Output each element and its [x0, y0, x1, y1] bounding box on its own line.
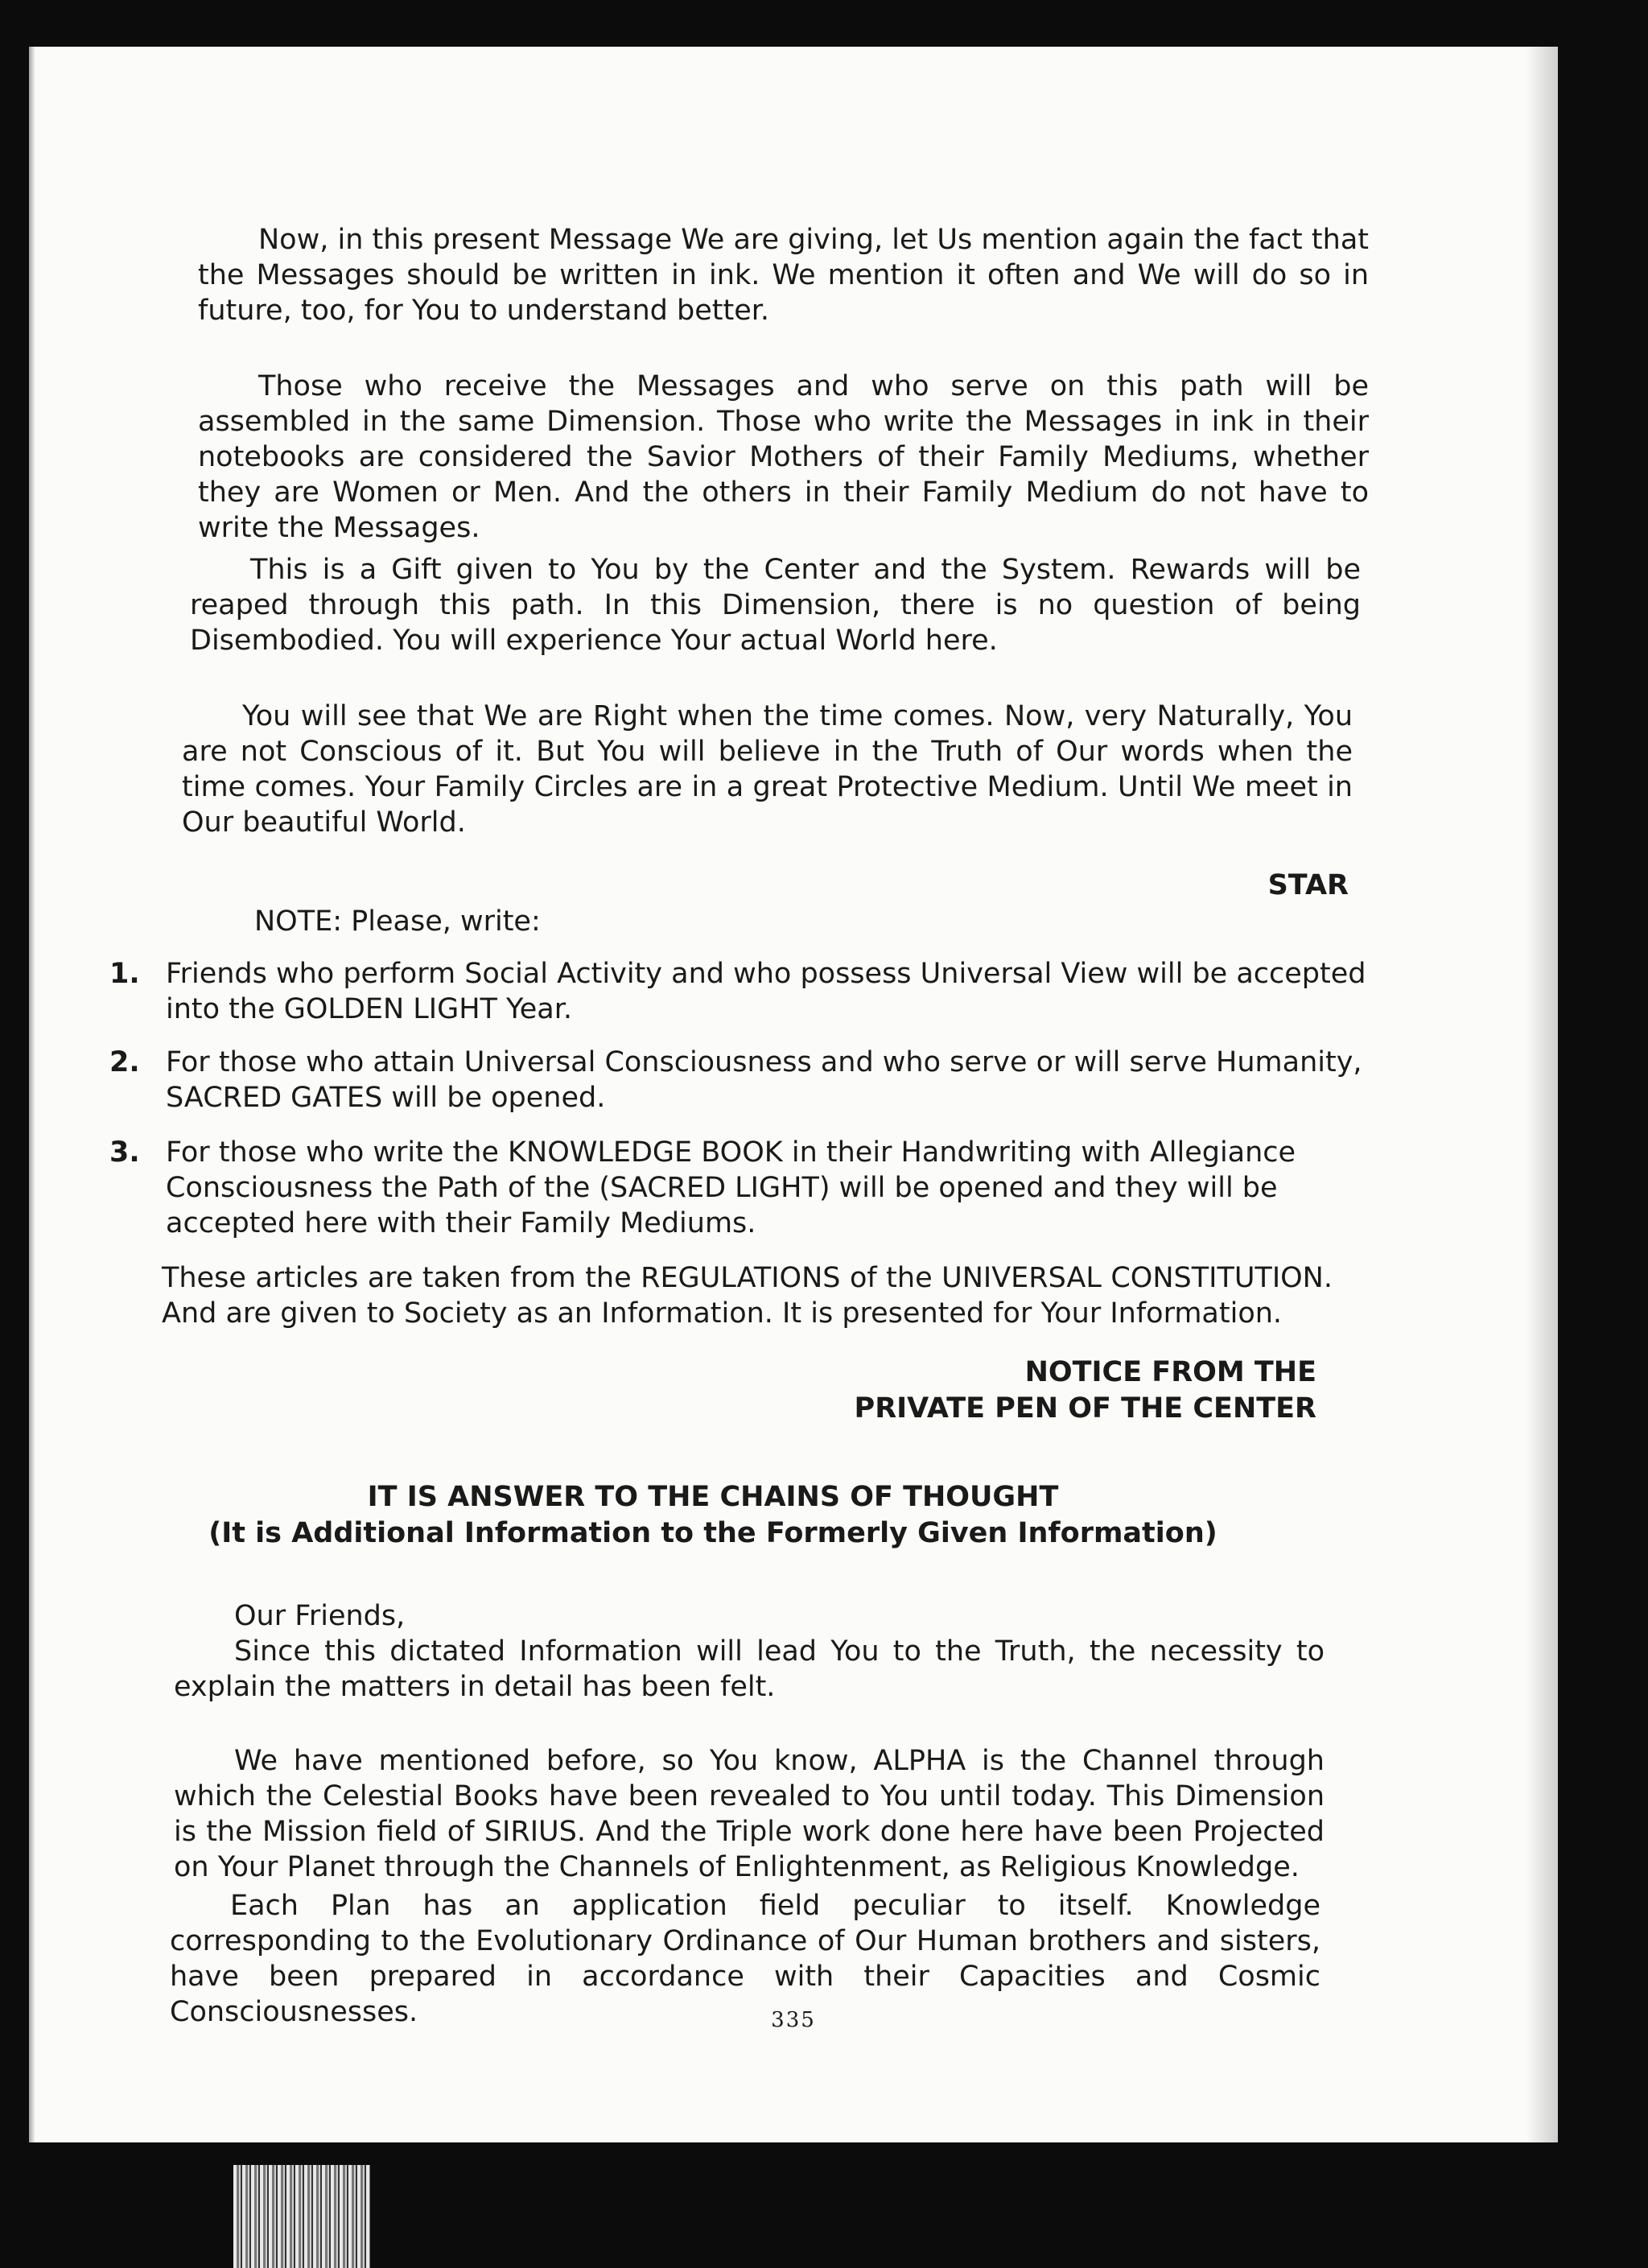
list-number: 1.	[109, 958, 140, 990]
notice-heading-line1: NOTICE FROM THE	[1024, 1356, 1316, 1388]
section-heading: IT IS ANSWER TO THE CHAINS OF THOUGHT	[367, 1481, 1059, 1513]
paragraph-each-plan: Each Plan has an application field peculiar to itself. Knowledge corresponding to the Evolutionary Ordinance of Our Human brothers and sisters, have been prepared in accordance with their Capacities and Cosmic Consciousnesses.	[170, 1890, 1320, 2028]
paragraph-truth: Since this dictated Information will lead You to the Truth, the necessity to explain the matters in detail has been felt.	[174, 1635, 1325, 1703]
list-item	[109, 956, 1373, 1027]
paragraph-right-time: You will see that We are Right when the time comes. Now, very Naturally, You are not Conscious of it. But You will believe in the Truth of Our words when the time comes. Your Family Circles are in a great Protective Medium. Until We meet in Our beautiful World.	[182, 700, 1353, 839]
page-text	[29, 47, 1558, 2142]
paragraph-ink-messages: Now, in this present Message We are giving, let Us mention again the fact that the Messages should be written in ink. We mention it often and We will do so in future, too, for You to understand better.	[198, 224, 1369, 327]
scan-binding-mark	[233, 2165, 370, 2268]
note-label: NOTE: Please, write:	[254, 905, 541, 938]
paragraph-regulations: These articles are taken from the REGULATIONS of the UNIVERSAL CONSTITUTION. And are given to Society as an Information. It is presented for Your Information.	[162, 1262, 1333, 1330]
list-item	[109, 1135, 1373, 1241]
signature-star: STAR	[1267, 869, 1349, 901]
paragraph-same-dimension: Those who receive the Messages and who serve on this path will be assembled in the same Dimension. Those who write the Messages in ink in their notebooks are considered the Savior Mothers of their Family Mediums, whether they are Women or Men. And the others in their Family Medium do not have to write the Messages.	[198, 370, 1369, 544]
list-text: For those who attain Universal Consciousness and who serve or will serve Humanity, SACRED GATES will be opened.	[166, 1046, 1362, 1114]
paragraph-gift: This is a Gift given to You by the Center and the System. Rewards will be reaped through this path. In this Dimension, there is no question of being Disembodied. You will experience Your actual World here.	[190, 554, 1361, 657]
document-page	[29, 47, 1558, 2142]
paragraph-alpha: We have mentioned before, so You know, ALPHA is the Channel through which the Celestial Books have been revealed to You until today. This Dimension is the Mission field of SIRIUS. And the Triple work done here have been Projected on Your Planet through the Channels of Enlightenment, as Religious Knowledge.	[174, 1745, 1325, 1883]
list-text: For those who write the KNOWLEDGE BOOK in their Handwriting with Allegiance Consciousness the Path of the (SACRED LIGHT) will be opened and they will be accepted here with their Family Mediums.	[166, 1136, 1296, 1239]
list-text: Friends who perform Social Activity and who possess Universal View will be accepted into the GOLDEN LIGHT Year.	[166, 958, 1366, 1025]
list-number: 3.	[109, 1136, 140, 1169]
salutation: Our Friends,	[234, 1600, 406, 1632]
list-number: 2.	[109, 1046, 140, 1078]
section-subheading: (It is Additional Information to the Formerly Given Information)	[208, 1517, 1217, 1549]
notice-heading-line2: PRIVATE PEN OF THE CENTER	[854, 1392, 1316, 1425]
list-item	[109, 1045, 1373, 1115]
page-number: 335	[771, 2008, 816, 2032]
